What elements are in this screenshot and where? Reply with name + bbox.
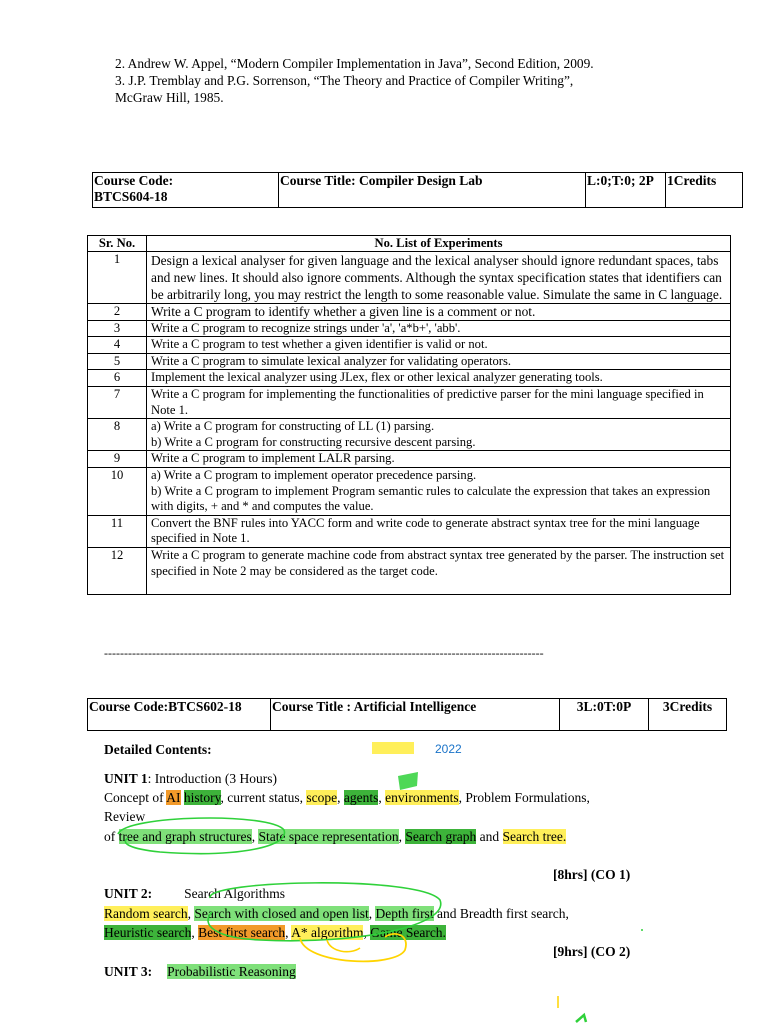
table-row xyxy=(88,451,731,468)
experiment-cell: Write a C program to implement LALR parsing. xyxy=(147,451,731,468)
unit1-line1: Concept of AI history, current status, scope, agents, environments, Problem Formulations, xyxy=(104,790,590,805)
experiment-part: b) Write a C program for constructing recursive descent parsing. xyxy=(151,434,476,449)
highlight-agents: agents xyxy=(343,790,379,805)
highlight-environments: environments xyxy=(385,790,459,805)
unit1-line3: of tree and graph structures, State space representation, Search graph and Search tree. xyxy=(104,829,567,844)
experiment-cell: Write a C program to test whether a given identifier is valid or not. xyxy=(147,337,731,354)
detailed-contents-heading: Detailed Contents: xyxy=(104,742,212,757)
table-row xyxy=(88,547,731,594)
sr-cell: 12 xyxy=(88,547,147,594)
sr-cell: 5 xyxy=(88,353,147,370)
text-fragment: and xyxy=(433,906,460,921)
highlight-game: Game Search. xyxy=(370,925,446,940)
unit1-line2: Review xyxy=(104,809,146,824)
course-code-label: Course Code: xyxy=(94,173,174,188)
experiment-cell: Implement the lexical analyzer using JLex, flex or other lexical analyzer generating tools. xyxy=(147,370,731,387)
experiment-part: b) Write a C program to implement Program semantic rules to calculate the expression that takes an expression with digits, + and * and computes the value. xyxy=(151,483,711,514)
unit-label: UNIT 2: xyxy=(104,886,153,901)
highlight-closed-open: Search with closed and open list xyxy=(194,906,369,921)
highlight-search-tree: Search tree. xyxy=(502,829,567,844)
pen-dot xyxy=(641,929,643,931)
highlight-mark xyxy=(372,742,414,754)
lab-course-header xyxy=(92,172,743,208)
sr-cell: 11 xyxy=(88,515,147,547)
unit3-heading xyxy=(104,962,296,982)
reference-item: 2. Andrew W. Appel, “Modern Compiler Implementation in Java”, Second Edition, 2009. xyxy=(115,56,594,71)
text-fragment: Problem Formulations, xyxy=(465,790,590,805)
column-header-list: No. List of Experiments xyxy=(147,236,731,252)
sr-cell: 1 xyxy=(88,252,147,304)
text-fragment: Concept of xyxy=(104,790,167,805)
table-header-row xyxy=(88,236,731,252)
highlight-unit3-title: Probabilistic Reasoning xyxy=(167,964,296,979)
table-row xyxy=(88,353,731,370)
course-ltp: 3L:0T:0P xyxy=(560,699,649,731)
highlight-tree-graph: tree and graph structures xyxy=(118,829,252,844)
ai-course-header xyxy=(87,698,727,731)
sr-cell: 2 xyxy=(88,304,147,321)
text-fragment: Breadth first search, xyxy=(459,906,569,921)
year-tag: 2022 xyxy=(435,742,462,756)
table-row xyxy=(88,304,731,321)
sr-cell: 6 xyxy=(88,370,147,387)
course-ltp: L:0;T:0; 2P xyxy=(586,173,666,208)
highlight-best-first: Best first search xyxy=(198,925,286,940)
experiment-cell: Write a C program to recognize strings under 'a', 'a*b+', 'abb'. xyxy=(147,320,731,337)
table-row xyxy=(88,252,731,304)
experiment-cell xyxy=(147,467,731,515)
experiment-part: a) Write a C program to implement operator precedence parsing. xyxy=(151,467,477,482)
highlight-ai: AI xyxy=(166,790,181,805)
course-code: BTCS604-18 xyxy=(94,189,168,204)
sr-cell: 3 xyxy=(88,320,147,337)
experiment-cell: Write a C program to generate machine code from abstract syntax tree generated by the parser. The instruction set specified in Note 2 may be considered as the target code. xyxy=(147,547,731,594)
unit2-hours: [9hrs] (CO 2) xyxy=(553,944,631,959)
separator-line: -------------------------------------------------------------------------------------------------------------- xyxy=(104,646,544,658)
experiment-cell: Write a C program to simulate lexical analyzer for validating operators. xyxy=(147,353,731,370)
table-row xyxy=(88,386,731,418)
table-row xyxy=(88,320,731,337)
course-title: Course Title : Artificial Intelligence xyxy=(271,699,560,731)
sr-cell: 10 xyxy=(88,467,147,515)
experiment-cell: Write a C program to identify whether a given line is a comment or not. xyxy=(147,304,731,321)
experiments-table xyxy=(87,235,731,595)
experiment-cell: Design a lexical analyser for given language and the lexical analyser should ignore redundant spaces, tabs and new lines. It should also ignore comments. Although the syntax specification states that identifiers can be arbitrarily long, you may restrict the length to some reasonable value. Simulate the same in C language. xyxy=(147,252,731,304)
sr-cell: 8 xyxy=(88,419,147,451)
course-code: Course Code:BTCS602-18 xyxy=(88,699,271,731)
experiment-cell xyxy=(147,419,731,451)
unit-label: UNIT 3: xyxy=(104,964,153,979)
highlight-heuristic: Heuristic search xyxy=(104,925,192,940)
table-row xyxy=(88,370,731,387)
experiment-part: a) Write a C program for constructing of LL (1) parsing. xyxy=(151,419,435,434)
highlight-depth: Depth first xyxy=(375,906,434,921)
highlight-random: Random search xyxy=(104,906,188,921)
highlight-history: history xyxy=(183,790,221,805)
column-header-sr: Sr. No. xyxy=(88,236,147,252)
sr-cell: 4 xyxy=(88,337,147,354)
unit2-line2: Heuristic search, Best first search, A* algorithm, Game Search. xyxy=(104,925,446,940)
highlight-state-space: State space representation xyxy=(258,829,399,844)
unit2-heading xyxy=(104,884,285,904)
reference-item: 3. J.P. Tremblay and P.G. Sorrenson, “The Theory and Practice of Compiler Writing”, xyxy=(115,73,574,88)
highlight-astar: A* algorithm xyxy=(291,925,364,940)
highlight-search-graph: Search graph xyxy=(405,829,477,844)
unit1-hours: [8hrs] (CO 1) xyxy=(553,867,631,882)
unit1-heading xyxy=(104,769,277,789)
table-row xyxy=(88,337,731,354)
reference-item: McGraw Hill, 1985. xyxy=(115,90,224,105)
unit-title: Search Algorithms xyxy=(184,886,286,901)
pen-stroke xyxy=(576,1015,586,1022)
sr-cell: 7 xyxy=(88,386,147,418)
sr-cell: 9 xyxy=(88,451,147,468)
course-credits: 3Credits xyxy=(649,699,727,731)
experiment-cell: Write a C program for implementing the functionalities of predictive parser for the mini language specified in Note 1. xyxy=(147,386,731,418)
highlight-scope: scope xyxy=(306,790,338,805)
unit2-line1: Random search, Search with closed and open list, Depth first and Breadth first search, xyxy=(104,906,569,921)
table-row xyxy=(88,419,731,451)
text-fragment: and xyxy=(476,829,503,844)
unit-label: UNIT 1 xyxy=(104,771,148,786)
references xyxy=(115,55,594,106)
course-code-cell xyxy=(93,173,279,208)
unit-title: : Introduction (3 Hours) xyxy=(147,771,277,786)
text-fragment: , current status, xyxy=(220,790,307,805)
table-row xyxy=(88,467,731,515)
course-credits: 1Credits xyxy=(666,173,743,208)
text-fragment: of xyxy=(104,829,119,844)
table-row xyxy=(88,515,731,547)
course-title: Course Title: Compiler Design Lab xyxy=(279,173,586,208)
experiment-cell: Convert the BNF rules into YACC form and write code to generate abstract syntax tree for the mini language specified in Note 1. xyxy=(147,515,731,547)
